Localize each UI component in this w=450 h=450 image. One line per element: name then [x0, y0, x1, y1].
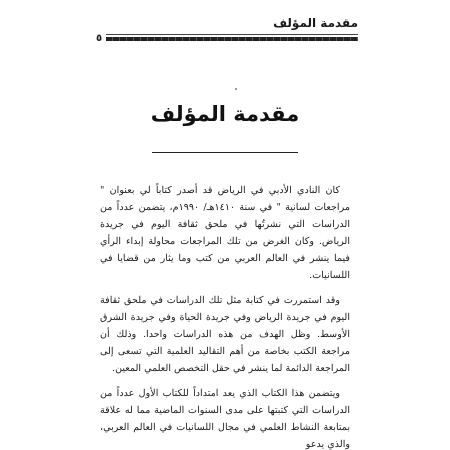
paragraph: ويتضمن هذا الكتاب الذي يعد امتداداً للكتاب الأول عدداً من الدراسات التي كتبتها على مدى السنوات الماضية مما له علاقة بمتابعة النشاط العلمي في مجال اللسانيات في العالم العربي، والذي يدعو	[100, 388, 350, 450]
header-rule	[92, 34, 358, 35]
chapter-title: مقدمة المؤلف	[150, 102, 300, 126]
running-header	[92, 14, 358, 44]
title-underline	[152, 152, 298, 153]
paragraph: كان النادي الأدبي في الرياض قد أصدر كتاباً لي بعنوان " مراجعات لسانية " في سنة ١٤١٠هـ/ ١٩٩٠م، يتضمن عدداً من الدراسات التي نشرتُها في ملحق ثقافة اليوم في جريدة الرياض. وكان الغرض من تلك المراجعات محاولة إبداء الرأي فيما ينشر في العالم العربي من كتب وما يثار من قضايا في اللسانيات.	[100, 185, 351, 281]
body-text	[100, 182, 350, 450]
running-header-title: مقدمة المؤلف	[273, 16, 358, 30]
ornament-dot	[235, 88, 237, 90]
paragraph: وقد استمررت في كتابة مثل تلك الدراسات في ملحق ثقافة اليوم في جريدة الرياض وفي جريدة الحياة وفي جريدة الشرق الأوسط. وظل الهدف من هذه الدراسات واحدا. وذلك أن مراجعة الكتب بخاصة من أهم التقاليد العلمية التي تسعى إلى المراجعة الدائمة لما ينشر في حقل التخصص العلمي المعين.	[100, 295, 350, 374]
header-decorative-bar	[92, 37, 358, 41]
page-number: ٥	[92, 33, 106, 45]
